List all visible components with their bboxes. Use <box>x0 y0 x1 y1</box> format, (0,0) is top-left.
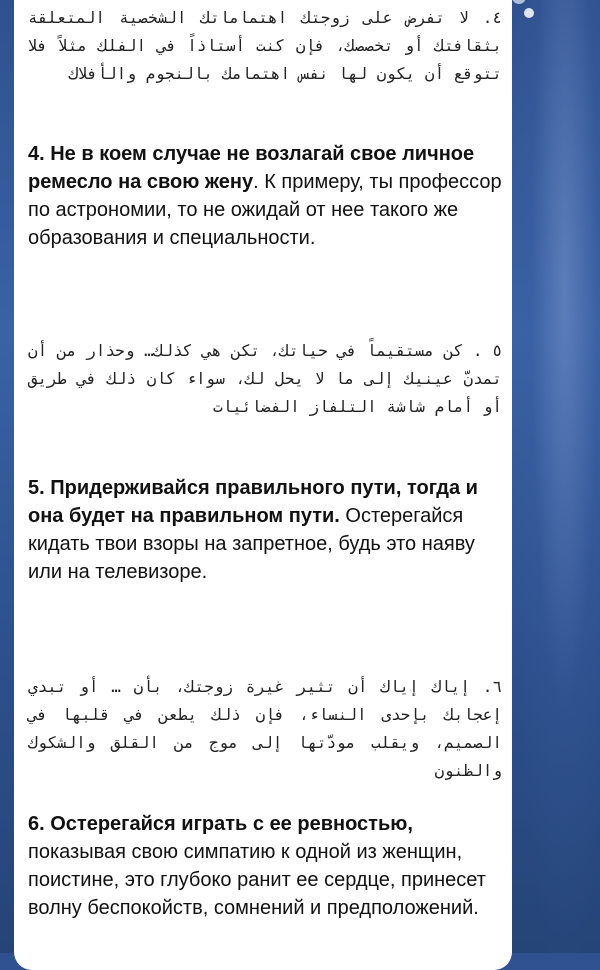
russian-paragraph-4 <box>28 140 508 252</box>
russian-paragraph-6 <box>28 810 508 922</box>
arabic-paragraph-6: ٦. إياك إياك أن تثير غيرة زوجتك، بأن … أو تبدي إعجابك بإحدى النساء، فإن ذلك يطعن في قلبها في الصميم، ويقلب مودّتها إلى موج من القلق والشكوك والظنون <box>28 677 502 780</box>
russian-paragraph-5-bold: 5. Придерживайся правильного пути, тогда и она будет на правильном пути. <box>28 477 478 527</box>
russian-paragraph-6-bold: 6. Остерегайся играть с ее ревностью, <box>28 813 413 835</box>
scroll-indicator[interactable] <box>524 8 534 18</box>
russian-paragraph-4-bold: 4. Не в коем случае не возлагай свое личное ремесло на свою жену <box>28 143 475 193</box>
arabic-paragraph-5: ٥ . كن مستقيماً في حياتك، تكن هي كذلك… وحذار من أن تمدنّ عينيك إلى ما لا يحل لك، سواء كان ذلك في طريق أو أمام شاشة التلفاز الفضائيات <box>28 341 502 416</box>
russian-paragraph-5 <box>28 474 508 586</box>
russian-paragraph-5-text: Остерегайся кидать твои взоры на запретное, будь это наяву или на телевизоре. <box>28 505 475 583</box>
chat-background <box>512 0 600 953</box>
arabic-paragraph-4: ٤. لا تفرض على زوجتك اهتماماتك الشخصية المتعلقة بثقافتك أو تخصصك، فإن كنت أستاذاً في الفلك مثلاً فلا تتوقع أن يكون لها نفس اهتمامك بالنجوم والأفلاك <box>28 8 502 83</box>
russian-paragraph-6-text: показывая свою симпатию к одной из женщин, поистине, это глубоко ранит ее сердце, принесет волну беспокойств, сомнений и предположений. <box>28 841 486 919</box>
russian-paragraph-4-text: . К примеру, ты профессор по астрономии, то не ожидай от нее такого же образования и специальности. <box>28 171 502 249</box>
